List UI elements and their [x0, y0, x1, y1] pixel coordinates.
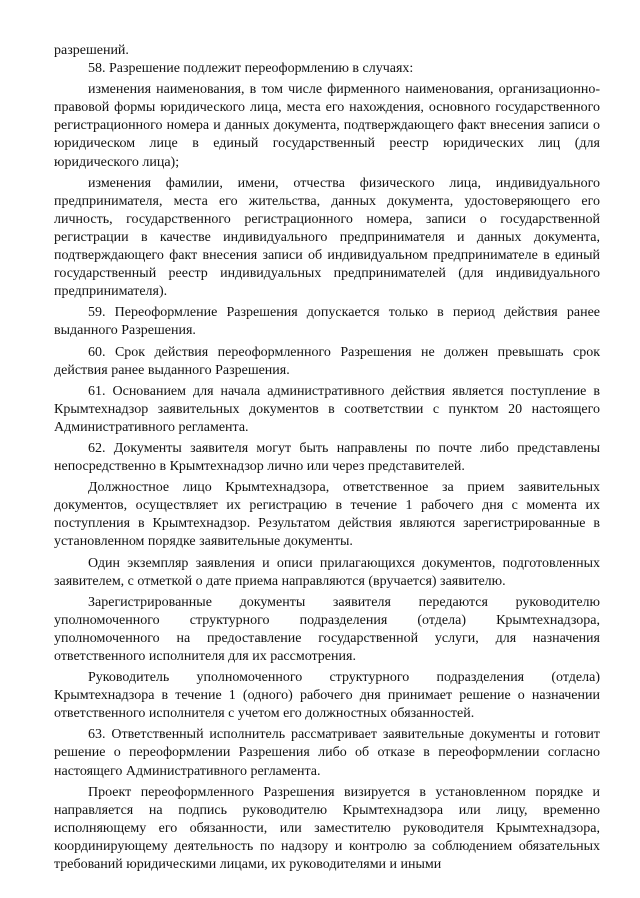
paragraph-63-draft: Проект переоформленного Разрешения визируется в установленном порядке и направляется на подпись руководителю Крымтехнадзора или лицу, временно исполняющему его обязанности, или заместителю руководителя Крымтехнадзора, координирующему деятельность по надзору и контролю за соблюдением обязательных требований юридическими лицами, их руководителями и иными	[54, 784, 600, 873]
paragraph-58-item-individual: изменения фамилии, имени, отчества физического лица, индивидуального предпринимателя, места его жительства, данных документа, удостоверяющего его личность, государственного регистрационного номера, записи о государственной регистрации в качестве индивидуального предпринимателя и данных документа, подтверждающего факт внесения записи об индивидуальном предпринимателе в единый государственный реестр индивидуальных предпринимателей (для индивидуального предпринимателя).	[54, 175, 600, 300]
paragraph-58: 58. Разрешение подлежит переоформлению в случаях:	[88, 61, 414, 77]
paragraph-62-registration: Должностное лицо Крымтехнадзора, ответственное за прием заявительных документов, осуществляет их регистрацию в течение 1 рабочего дня с момента их поступления в Крымтехнадзор. Результатом действия являются зарегистрированные в установленном порядке заявительные документы.	[54, 480, 600, 550]
paragraph-continuation: разрешений.	[54, 43, 129, 58]
paragraph-60: 60. Срок действия переоформленного Разрешения не должен превышать срок действия ранее выданного Разрешения.	[54, 344, 600, 378]
paragraph-58-item-legal-entity: изменения наименования, в том числе фирменного наименования, организационно-правовой формы юридического лица, места его нахождения, основного государственного регистрационного номера и данных документа, подтверждающего факт внесения записи о юридическом лице в единый государственный реестр юридических лиц (для юридического лица);	[54, 82, 600, 170]
paragraph-59: 59. Переоформление Разрешения допускается только в период действия ранее выданного Разрешения.	[54, 305, 600, 339]
paragraph-62-assignment: Руководитель уполномоченного структурного подразделения (отдела) Крымтехнадзора в течение 1 (одного) рабочего дня принимает решение о назначении ответственного исполнителя с учетом его должностных обязанностей.	[54, 670, 600, 722]
paragraph-62: 62. Документы заявителя могут быть направлены по почте либо представлены непосредственно в Крымтехнадзор лично или через представителей.	[54, 440, 600, 475]
document-page	[54, 42, 600, 874]
paragraph-61: 61. Основанием для начала административного действия является поступление в Крымтехнадзор заявительных документов в соответствии с пунктом 20 настоящего Административного регламента.	[54, 383, 600, 435]
paragraph-63: 63. Ответственный исполнитель рассматривает заявительные документы и готовит решение о переоформлении Разрешения либо об отказе в переоформлении согласно настоящего Административного регламента.	[54, 727, 600, 779]
paragraph-62-transfer: Зарегистрированные документы заявителя передаются руководителю уполномоченного структурного подразделения (отдела) Крымтехнадзора, уполномоченного на предоставление государственной услуги, для назначения ответственного исполнителя для их рассмотрения.	[54, 594, 600, 664]
paragraph-62-copy: Один экземпляр заявления и описи прилагающихся документов, подготовленных заявителем, с отметкой о дате приема направляются (вручается) заявителю.	[54, 555, 600, 589]
